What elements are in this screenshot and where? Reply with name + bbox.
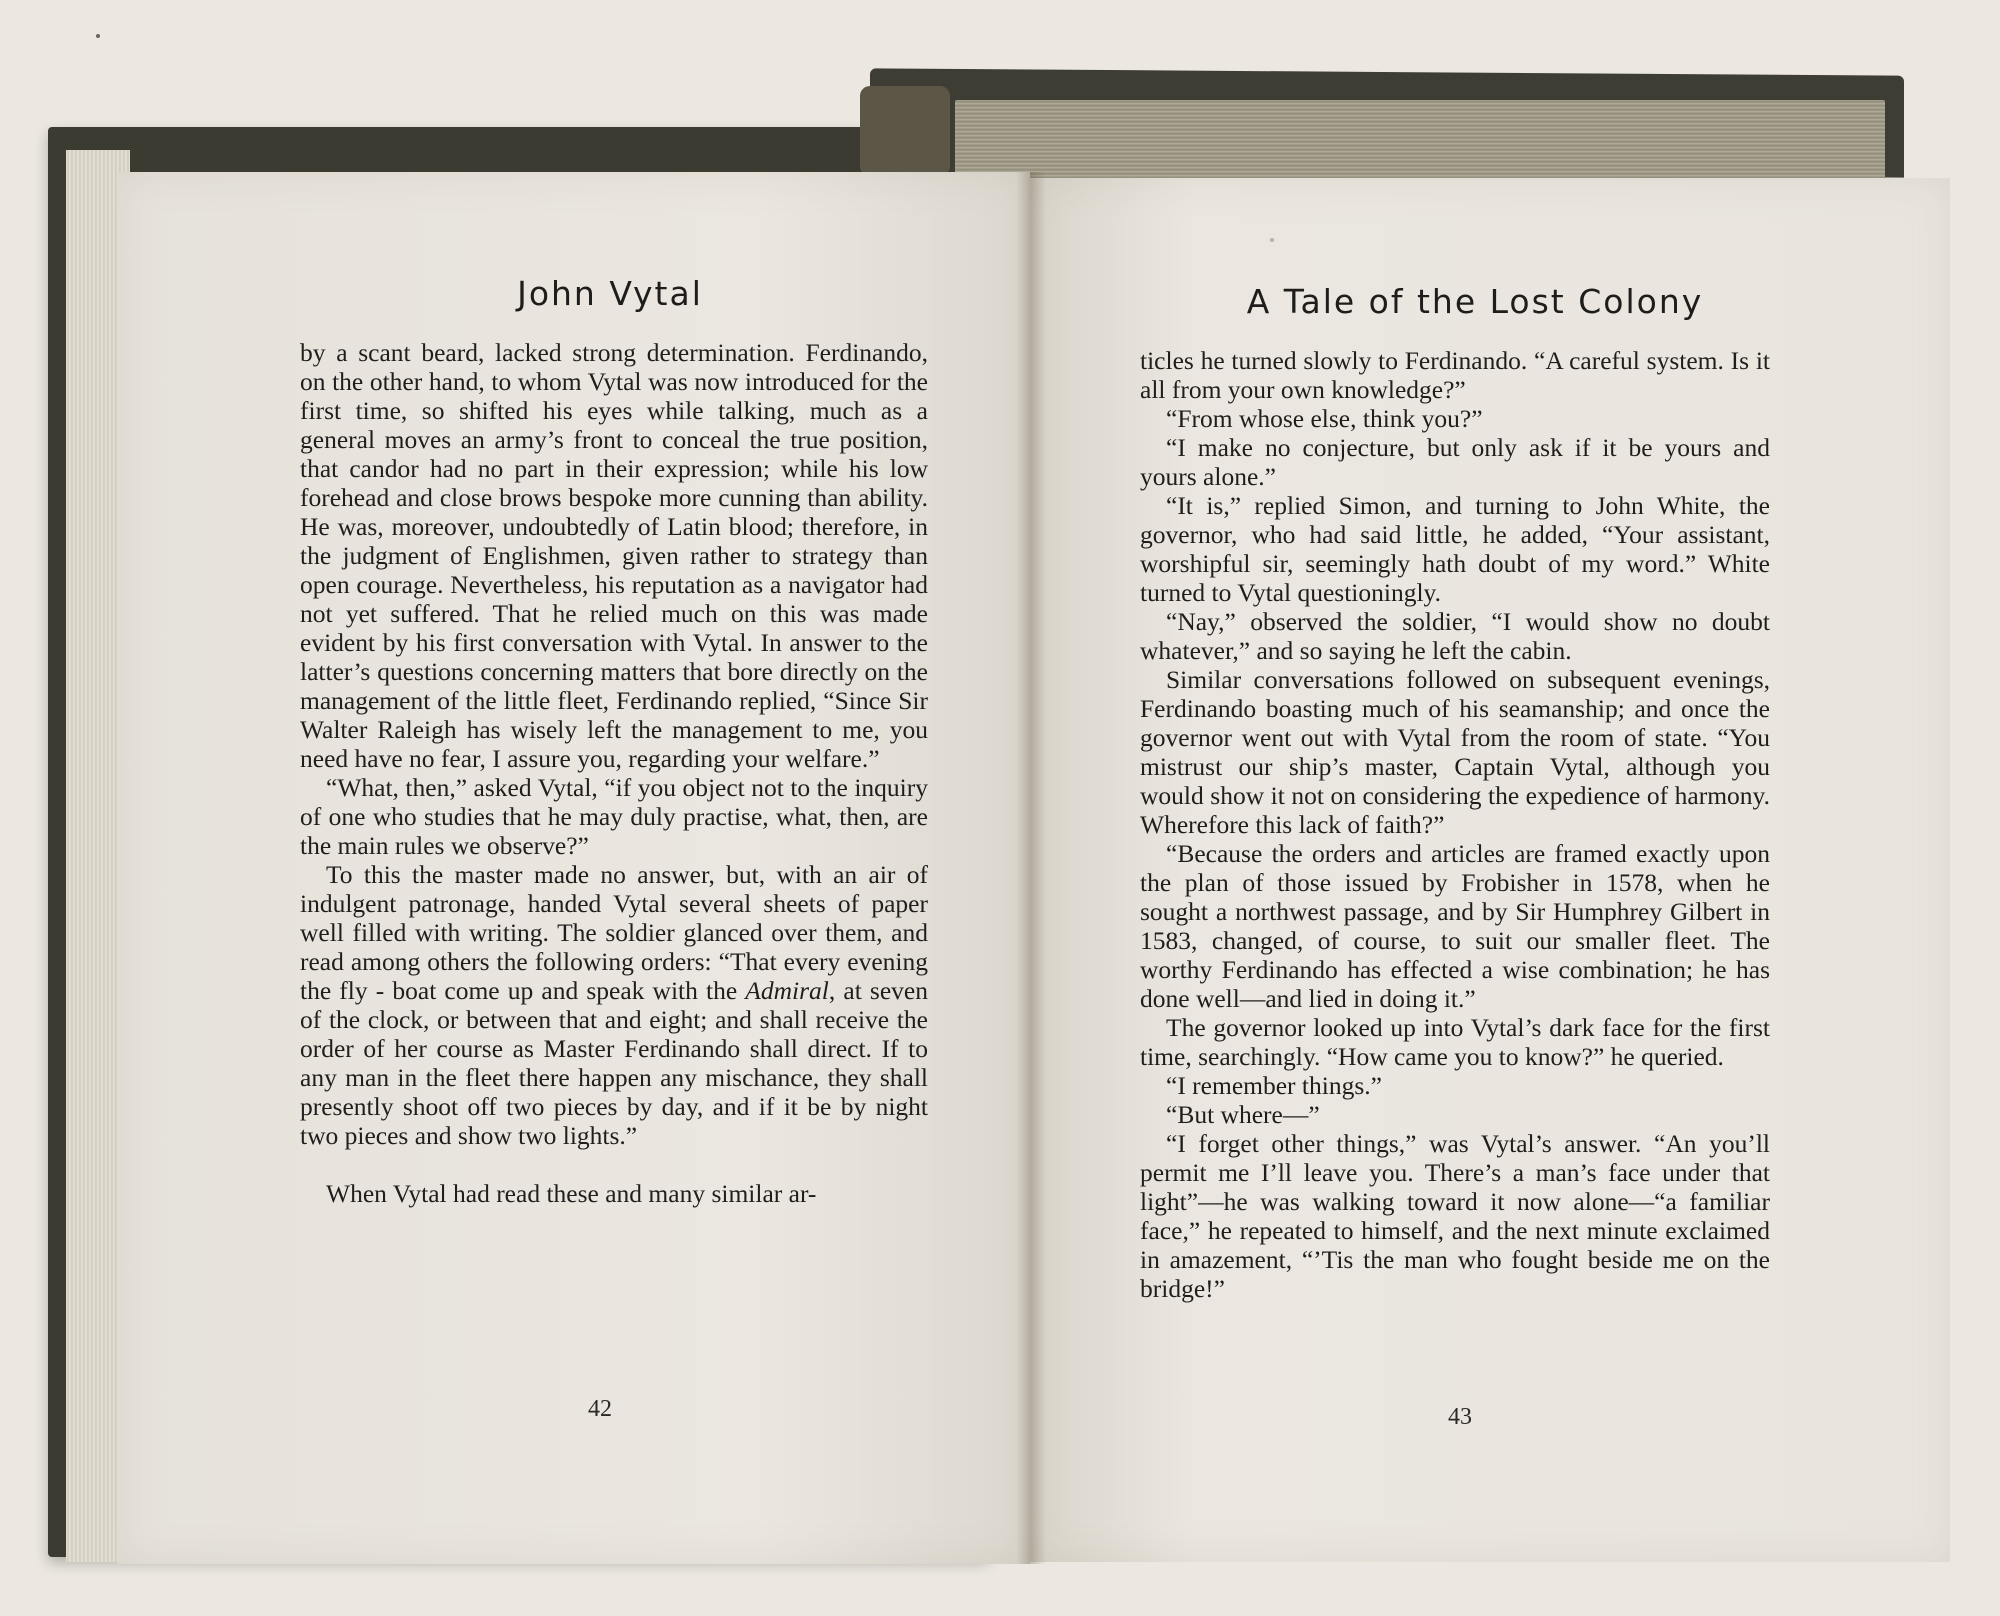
page-block-edges bbox=[955, 100, 1885, 182]
right-paragraph-10: “But where—” bbox=[1166, 1100, 1320, 1129]
left-body-text bbox=[300, 338, 928, 1208]
right-paragraph-9: “I remember things.” bbox=[1166, 1071, 1382, 1100]
right-body-text bbox=[1140, 346, 1770, 1303]
book-spine-top bbox=[860, 86, 950, 176]
right-paragraph-1: ticles he turned slowly to Ferdinando. “A careful system. Is it all from your own knowledge?” bbox=[1140, 346, 1770, 404]
right-page-number: 43 bbox=[1448, 1404, 1472, 1430]
right-paragraph-2: “From whose else, think you?” bbox=[1166, 404, 1483, 433]
right-paragraph-6: Similar conversations followed on subsequent evenings, Ferdinando boasting much of his seamanship; and once the governor went out with Vytal from the room of state. “You mistrust our ship’s master, Captain Vytal, although you would show it not on considering the expedience of harmony. Wherefore this lack of faith?” bbox=[1140, 665, 1770, 839]
left-paragraph-4: When Vytal had read these and many similar ar- bbox=[326, 1179, 817, 1208]
right-paragraph-4: “It is,” replied Simon, and turning to John White, the governor, who had said little, he added, “Your assistant, worshipful sir, seemingly hath doubt of my word.” White turned to Vytal questioningly. bbox=[1140, 491, 1770, 607]
left-paragraph-2: “What, then,” asked Vytal, “if you object not to the inquiry of one who studies that he may duly practise, what, then, are the main rules we observe?” bbox=[300, 773, 928, 860]
left-paragraph-3-end: , at seven of the clock, or between that and eight; and shall receive the order of her course as Master Ferdinando shall direct. If to any man in the fleet there happen any mischance, they shall presently shoot off two pieces by day, and if it be by night two pieces and show two lights.” bbox=[300, 976, 928, 1150]
left-paragraph-1: by a scant beard, lacked strong determination. Ferdinando, on the other hand, to whom Vytal was now introduced for the first time, so shifted his eyes while talking, much as a general moves an army’s front to conceal the true position, that candor had no part in their expression; while his low forehead and close brows bespoke more cunning than ability. He was, moreover, undoubtedly of Latin blood; therefore, in the judgment of Englishmen, given rather to strategy than open courage. Nevertheless, his reputation as a navigator had not yet suffered. That he relied much on this was made evident by his first conversation with Vytal. In answer to the latter’s questions concerning matters that bore directly on the management of the little fleet, Ferdinando replied, “Since Sir Walter Raleigh has wisely left the management to me, you need have no fear, I assure you, regarding your welfare.” bbox=[300, 338, 928, 773]
dust-speck bbox=[96, 34, 100, 38]
left-page-number: 42 bbox=[588, 1396, 612, 1422]
dust-speck bbox=[1270, 238, 1274, 242]
right-paragraph-7: “Because the orders and articles are framed exactly upon the plan of those issued by Frobisher in 1578, when he sought a northwest passage, and by Sir Humphrey Gilbert in 1583, changed, of course, to suit our smaller fleet. The worthy Ferdinando has effected a wise combination; he has done well—and lied in doing it.” bbox=[1140, 839, 1770, 1013]
book-gutter bbox=[1016, 172, 1046, 1564]
right-running-head: A Tale of the Lost Colony bbox=[1246, 282, 1704, 321]
right-paragraph-5: “Nay,” observed the soldier, “I would show no doubt whatever,” and so saying he left the cabin. bbox=[1140, 607, 1770, 665]
right-paragraph-11: “I forget other things,” was Vytal’s answer. “An you’ll permit me I’ll leave you. There’s a man’s face under that light”—he was walking toward it now alone—“a familiar face,” he repeated to himself, and the next minute exclaimed in amazement, “’Tis the man who fought beside me on the bridge!” bbox=[1140, 1129, 1770, 1303]
left-paragraph-3-start: To this the master made no answer, but, with an air of indulgent patronage, handed Vytal several sheets of paper well filled with writing. The soldier glanced over them, and read among others the following orders: “That every evening the fly - boat come up and speak with the bbox=[300, 860, 928, 1005]
right-paragraph-8: The governor looked up into Vytal’s dark face for the first time, searchingly. “How came you to know?” he queried. bbox=[1140, 1013, 1770, 1071]
left-running-head: John Vytal bbox=[517, 274, 703, 313]
right-paragraph-3: “I make no conjecture, but only ask if it be yours and yours alone.” bbox=[1140, 433, 1770, 491]
left-paragraph-3 bbox=[300, 860, 928, 1150]
admiral-italic: Admiral bbox=[745, 976, 829, 1005]
